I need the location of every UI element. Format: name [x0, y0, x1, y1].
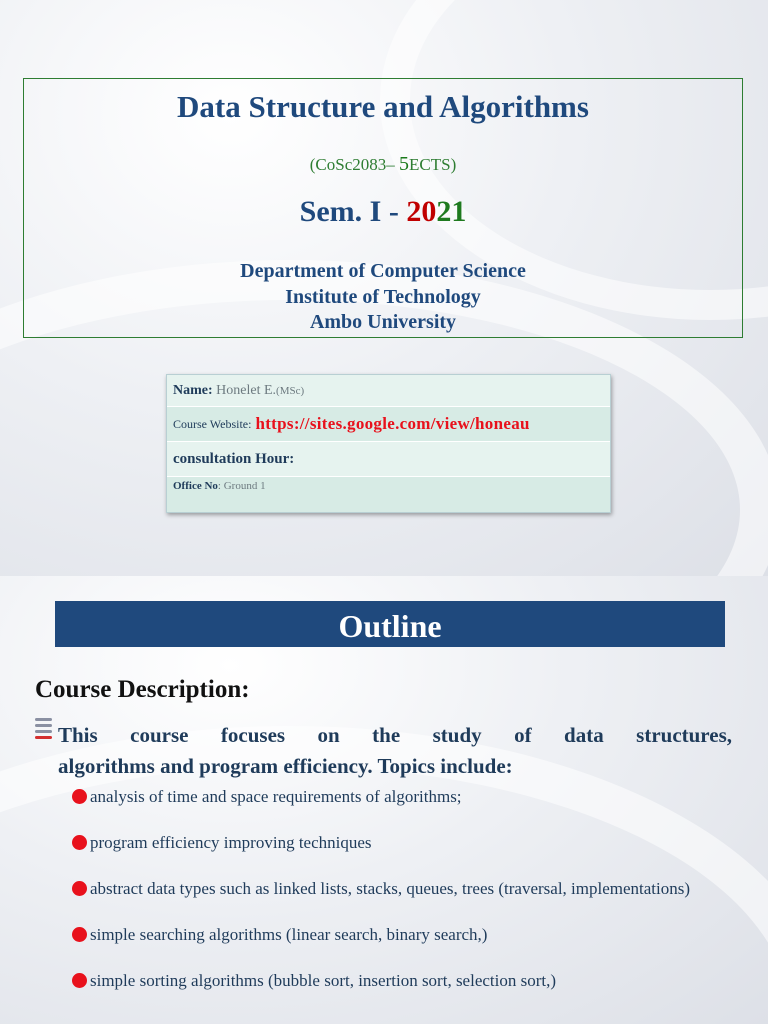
consultation-label: consultation Hour:: [173, 450, 295, 467]
department-block: [24, 259, 742, 336]
website-link[interactable]: https://sites.google.com/view/honeau: [255, 414, 530, 433]
list-bullet-icon: [35, 718, 52, 742]
title-box: [23, 78, 743, 338]
name-label: Name:: [173, 382, 213, 398]
bullet-dot-icon: [72, 835, 87, 850]
course-description-intro: [58, 720, 732, 782]
bullet-dot-icon: [72, 881, 87, 896]
list-item-text: analysis of time and space requirements of algorithms;: [90, 787, 462, 806]
name-value: Honelet E.: [216, 382, 277, 398]
code-text: CoSc2083–: [315, 155, 400, 174]
ects-number: 5: [399, 153, 410, 175]
intro-line: This course focuses on the study of data structures,: [58, 723, 732, 747]
list-item: [72, 784, 732, 809]
outline-header: [55, 601, 725, 647]
list-item-text: simple sorting algorithms (bubble sort, insertion sort, selection sort,): [90, 971, 557, 990]
list-item: [72, 830, 732, 855]
list-item-text: simple searching algorithms (linear search, binary search,): [90, 925, 488, 944]
name-row: [167, 375, 610, 407]
name-degree: (MSc): [276, 384, 305, 397]
bullet-dot-icon: [72, 789, 87, 804]
intro-line: algorithms and program efficiency. Topics include:: [58, 754, 513, 778]
list-item: [72, 876, 732, 901]
course-title: Data Structure and Algorithms: [177, 89, 589, 124]
year-digit: 0: [421, 195, 437, 228]
website-label: Course Website:: [173, 416, 252, 431]
list-item: [72, 922, 732, 947]
course-description-heading: Course Description:: [35, 676, 250, 703]
list-item-text: abstract data types such as linked lists, stacks, queues, trees (traversal, implementations): [90, 879, 691, 898]
office-value: : Ground 1: [217, 480, 266, 492]
department-name: Department of Computer Science: [240, 260, 526, 282]
consultation-row: [167, 442, 610, 477]
year-digit: 1: [451, 195, 467, 228]
topics-list: [72, 784, 732, 993]
code-open-paren: (: [309, 155, 316, 174]
semester: [24, 195, 742, 229]
list-item-text: program efficiency improving techniques: [90, 833, 372, 852]
course-code: [24, 153, 742, 176]
semester-prefix: Sem. I -: [299, 195, 407, 228]
year-digit: 2: [406, 195, 422, 228]
year-digit: 2: [436, 195, 452, 228]
outline-slide: [0, 576, 768, 1024]
instructor-info-table: [166, 374, 611, 513]
bullet-dot-icon: [72, 973, 87, 988]
office-row: [167, 477, 610, 512]
outline-title: Outline: [338, 608, 442, 644]
office-label: Office No: [173, 480, 218, 492]
university-name: Ambo University: [309, 311, 457, 333]
list-item: [72, 968, 732, 993]
website-row: [167, 407, 610, 442]
bullet-dot-icon: [72, 927, 87, 942]
ects-label: ECTS): [409, 155, 457, 174]
institute-name: Institute of Technology: [285, 285, 481, 308]
